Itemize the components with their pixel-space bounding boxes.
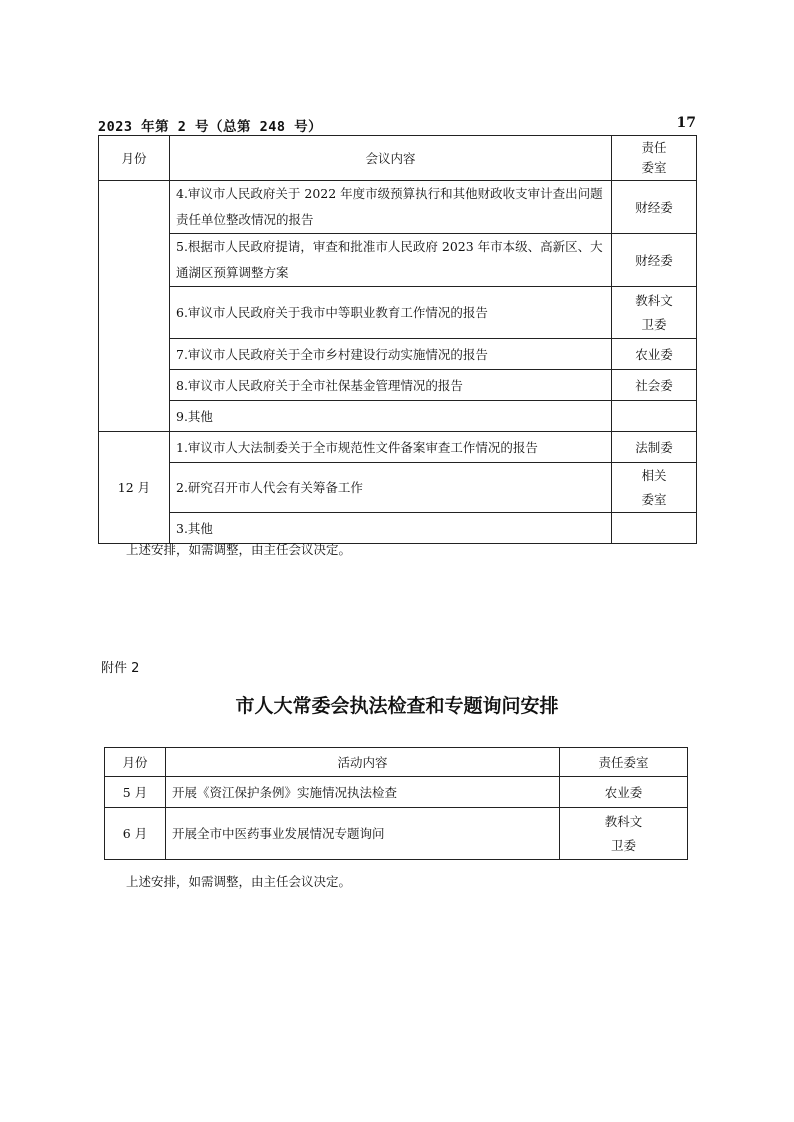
- dept-cell: 法制委: [612, 432, 697, 463]
- header-month: 月份: [105, 748, 166, 777]
- content-cell: 9.其他: [170, 401, 612, 432]
- content-cell: 1.审议市人大法制委关于全市规范性文件备案审查工作情况的报告: [170, 432, 612, 463]
- attachment-label: 附件 2: [101, 661, 140, 676]
- attachment-title: 市人大常委会执法检查和专题询问安排: [235, 695, 559, 717]
- attachment-note: 上述安排，如需调整，由主任会议决定。: [126, 874, 352, 889]
- table-row: [99, 339, 697, 370]
- table1-note: 上述安排，如需调整，由主任会议决定。: [126, 542, 352, 557]
- dept-cell: 财经委: [612, 234, 697, 287]
- content-cell: 8.审议市人民政府关于全市社保基金管理情况的报告: [170, 370, 612, 401]
- dept-text: 教科文卫委: [635, 292, 673, 332]
- month-cell: 5 月: [105, 777, 166, 808]
- dept-cell: [612, 287, 697, 339]
- dept-cell: 农业委: [612, 339, 697, 370]
- month-cell: 12 月: [99, 432, 170, 544]
- table-row: [99, 181, 697, 234]
- dept-cell: [612, 463, 697, 513]
- page-number: 17: [676, 115, 696, 131]
- content-cell: 2.研究召开市人代会有关筹备工作: [170, 463, 612, 513]
- header-dept: 责任委室: [560, 748, 688, 777]
- dept-cell: [560, 808, 688, 860]
- header-content: 活动内容: [166, 748, 560, 777]
- table-row: [99, 287, 697, 339]
- content-cell: 4.审议市人民政府关于 2022 年度市级预算执行和其他财政收支审计查出问题责任单位整改情况的报告: [170, 181, 612, 234]
- table-row: [105, 777, 688, 808]
- page-header: [98, 115, 696, 136]
- month-cell: [99, 181, 170, 432]
- table-row: [99, 370, 697, 401]
- content-cell: 5.根据市人民政府提请，审查和批准市人民政府 2023 年市本级、高新区、大通湖区预算调整方案: [170, 234, 612, 287]
- dept-cell: [612, 401, 697, 432]
- content-cell: 7.审议市人民政府关于全市乡村建设行动实施情况的报告: [170, 339, 612, 370]
- table-header-row: [105, 748, 688, 777]
- meeting-schedule-table: [98, 135, 697, 544]
- month-cell: 6 月: [105, 808, 166, 860]
- header-dept: [612, 136, 697, 181]
- dept-cell: [612, 513, 697, 544]
- header-dept-text: 责任委室: [641, 139, 667, 175]
- issue-label: 2023 年第 2 号（总第 248 号）: [98, 119, 323, 135]
- table-row: [99, 463, 697, 513]
- table-row: [99, 401, 697, 432]
- content-cell: 开展《资江保护条例》实施情况执法检查: [166, 777, 560, 808]
- dept-cell: 财经委: [612, 181, 697, 234]
- content-cell: 6.审议市人民政府关于我市中等职业教育工作情况的报告: [170, 287, 612, 339]
- dept-cell: 社会委: [612, 370, 697, 401]
- inspection-schedule-table: [104, 747, 688, 860]
- dept-cell: 农业委: [560, 777, 688, 808]
- content-cell: 开展全市中医药事业发展情况专题询问: [166, 808, 560, 860]
- table-row: [99, 234, 697, 287]
- table-header-row: [99, 136, 697, 181]
- table-row: [105, 808, 688, 860]
- dept-text: 相关委室: [641, 467, 667, 507]
- header-content: 会议内容: [170, 136, 612, 181]
- dept-text: 教科文卫委: [604, 813, 643, 853]
- table-row: [99, 513, 697, 544]
- content-cell: 3.其他: [170, 513, 612, 544]
- header-month: 月份: [99, 136, 170, 181]
- table-row: [99, 432, 697, 463]
